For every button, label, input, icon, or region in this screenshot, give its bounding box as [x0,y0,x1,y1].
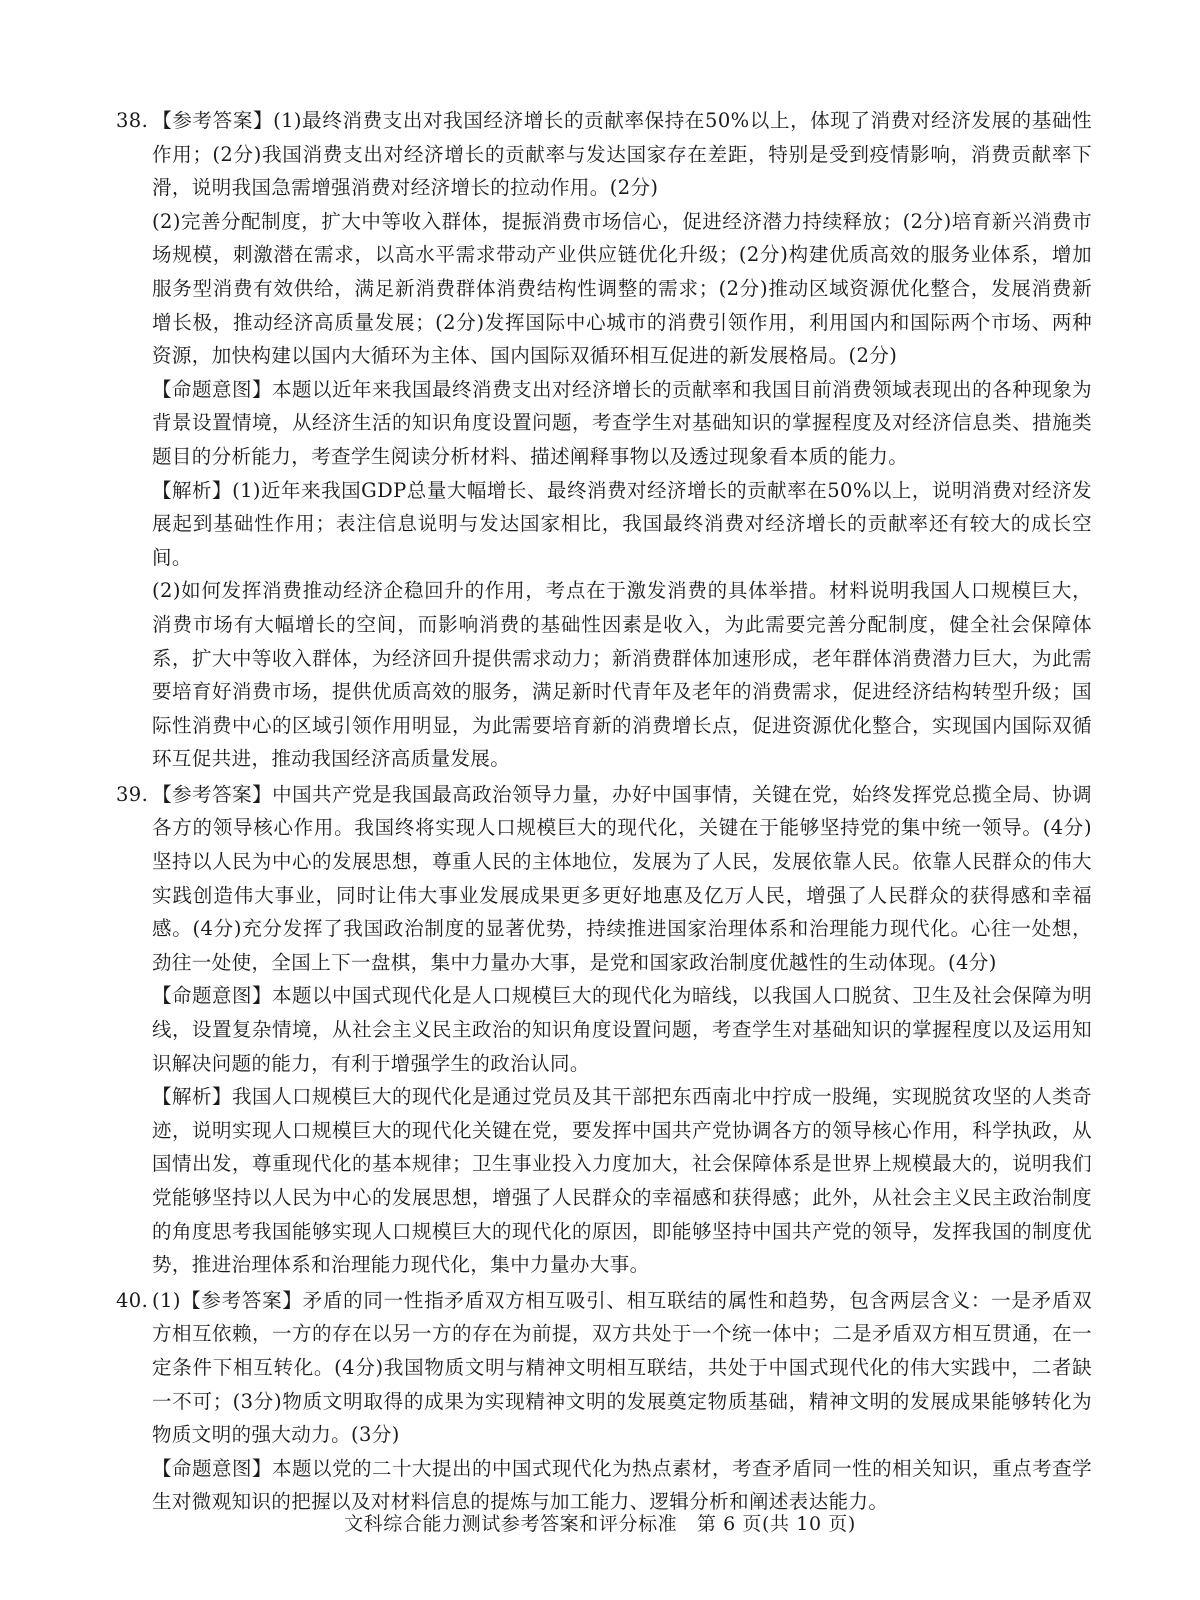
question-40 [116,1284,1092,1519]
q38-analysis-1-text: (1)近年来我国GDP总量大幅增长、最终消费对经济增长的贡献率在50%以上，说明消费对经济发展起到基础性作用；表注信息说明与发达国家相比，我国最终消费对经济增长的贡献率还有较大的成长空间。 [152,478,1092,569]
q39-intent [116,979,1092,1080]
q39-answer [116,778,1092,980]
q38-answer-1 [116,104,1092,205]
q38-intent-text: 本题以近年来我国最终消费支出对经济增长的贡献率和我国目前消费领域表现出的各种现象为背景设置情境，从经济生活的知识角度设置问题，考查学生对基础知识的掌握程度及对经济信息类、措施类题目的分析能力，考查学生阅读分析材料、描述阐释事物以及透过现象看本质的能力。 [152,377,1092,468]
q39-analysis-text: 我国人口规模巨大的现代化是通过党员及其干部把东西南北中拧成一股绳，实现脱贫攻坚的人类奇迹，说明实现人口规模巨大的现代化关键在党，要发挥中国共产党协调各方的领导核心作用，科学执政，从国情出发，尊重现代化的基本规律；卫生事业投入力度加大，社会保障体系是世界上规模最大的，说明我们党能够坚持以人民为中心的发展思想，增强了人民群众的幸福感和获得感；此外，从社会主义民主政治制度的角度思考我国能够实现人口规模巨大的现代化的原因，即能够坚持中国共产党的领导，发挥我国的制度优势，推进治理体系和治理能力现代化，集中力量办大事。 [152,1085,1092,1277]
q39-intent-tag: 【命题意图】 [152,984,273,1008]
q38-answer-1-text: (1)最终消费支出对我国经济增长的贡献率保持在50%以上，体现了消费对经济发展的基础性作用；(2分)我国消费支出对经济增长的贡献率与发达国家存在差距，特别是受到疫情影响，消费贡献率下滑，说明我国急需增强消费对经济增长的拉动作用。(2分) [152,109,1092,200]
q38-answer-tag: 【参考答案】 [152,109,274,132]
q38-analysis-tag: 【解析】 [152,478,233,502]
q40-answer [116,1284,1092,1452]
answer-content [116,104,1092,1521]
q38-answer-2: (2)完善分配制度，扩大中等收入群体，提振消费市场信心，促进经济潜力持续释放；(2分)培育新兴消费市场规模，刺激潜在需求，以高水平需求带动产业供应链优化升级；(2分)构建优质高效的服务业体系，增加服务型消费有效供给，满足新消费群体消费结构性调整的需求；(2分)推动区域资源优化整合，发展消费新增长极，推动经济高质量发展；(2分)发挥国际中心城市的消费引领作用，利用国内和国际两个市场、两种资源，加快构建以国内大循环为主体、国内国际双循环相互促进的新发展格局。(2分) [152,209,1092,368]
q38-analysis-2: (2)如何发挥消费推动经济企稳回升的作用，考点在于激发消费的具体举措。材料说明我国人口规模巨大，消费市场有大幅增长的空间，而影响消费的基础性因素是收入，为此需要完善分配制度，健全社会保障体系，扩大中等收入群体，为经济回升提供需求动力；新消费群体加速形成，老年群体消费潜力巨大，为此需要培育好消费市场，提供优质高效的服务，满足新时代青年及老年的消费需求，促进经济结构转型升级；国际性消费中心的区域引领作用明显，为此需要培育新的消费增长点，促进资源优化整合，实现国内国际双循环互促共进，推动我国经济高质量发展。 [152,579,1092,771]
q39-number: 39. [116,782,149,806]
q40-part: (1) [152,1288,181,1312]
q39-analysis-tag: 【解析】 [152,1085,233,1109]
q39-answer-tag: 【参考答案】 [152,782,273,806]
q38-analysis-1 [116,474,1092,575]
q38-number: 38. [116,109,149,132]
page-footer: 文科综合能力测试参考答案和评分标准 第 6 页(共 10 页) [344,1513,856,1535]
q40-number: 40. [116,1288,149,1312]
question-39 [116,778,1092,1282]
question-38 [116,104,1092,776]
q38-intent [116,373,1092,474]
q40-answer-tag: 【参考答案】 [180,1288,303,1312]
q39-analysis [116,1080,1092,1282]
q39-answer-text: 中国共产党是我国最高政治领导力量，办好中国事情，关键在党，始终发挥党总揽全局、协调各方的领导核心作用。我国终将实现人口规模巨大的现代化，关键在于能够坚持党的集中统一领导。(4分)坚持以人民为中心的发展思想，尊重人民的主体地位，发展为了人民，发展依靠人民。依靠人民群众的伟大实践创造伟大事业，同时让伟大事业发展成果更多更好地惠及亿万人民，增强了人民群众的获得感和幸福感。(4分)充分发挥了我国政治制度的显著优势，持续推进国家治理体系和治理能力现代化。心往一处想，劲往一处使，全国上下一盘棋，集中力量办大事，是党和国家政治制度优越性的生动体现。(4分) [152,782,1092,974]
q38-intent-tag: 【命题意图】 [152,377,273,401]
q40-answer-text: 矛盾的同一性指矛盾双方相互吸引、相互联结的属性和趋势，包含两层含义：一是矛盾双方相互依赖，一方的存在以另一方的存在为前提，双方共处于一个统一体中；二是矛盾双方相互贯通，在一定条件下相互转化。(4分)我国物质文明与精神文明相互联结，共处于中国式现代化的伟大实践中，二者缺一不可；(3分)物质文明取得的成果为实现精神文明的发展奠定物质基础，精神文明的发展成果能够转化为物质文明的强大动力。(3分) [152,1288,1092,1447]
q40-intent-tag: 【命题意图】 [152,1456,273,1480]
q40-intent-text: 本题以党的二十大提出的中国式现代化为热点素材，考查矛盾同一性的相关知识，重点考查学生对微观知识的把握以及对材料信息的提炼与加工能力、逻辑分析和阐述表达能力。 [152,1456,1092,1514]
q39-intent-text: 本题以中国式现代化是人口规模巨大的现代化为暗线，以我国人口脱贫、卫生及社会保障为明线，设置复杂情境，从社会主义民主政治的知识角度设置问题，考查学生对基础知识的掌握程度以及运用知识解决问题的能力，有利于增强学生的政治认同。 [152,984,1092,1075]
